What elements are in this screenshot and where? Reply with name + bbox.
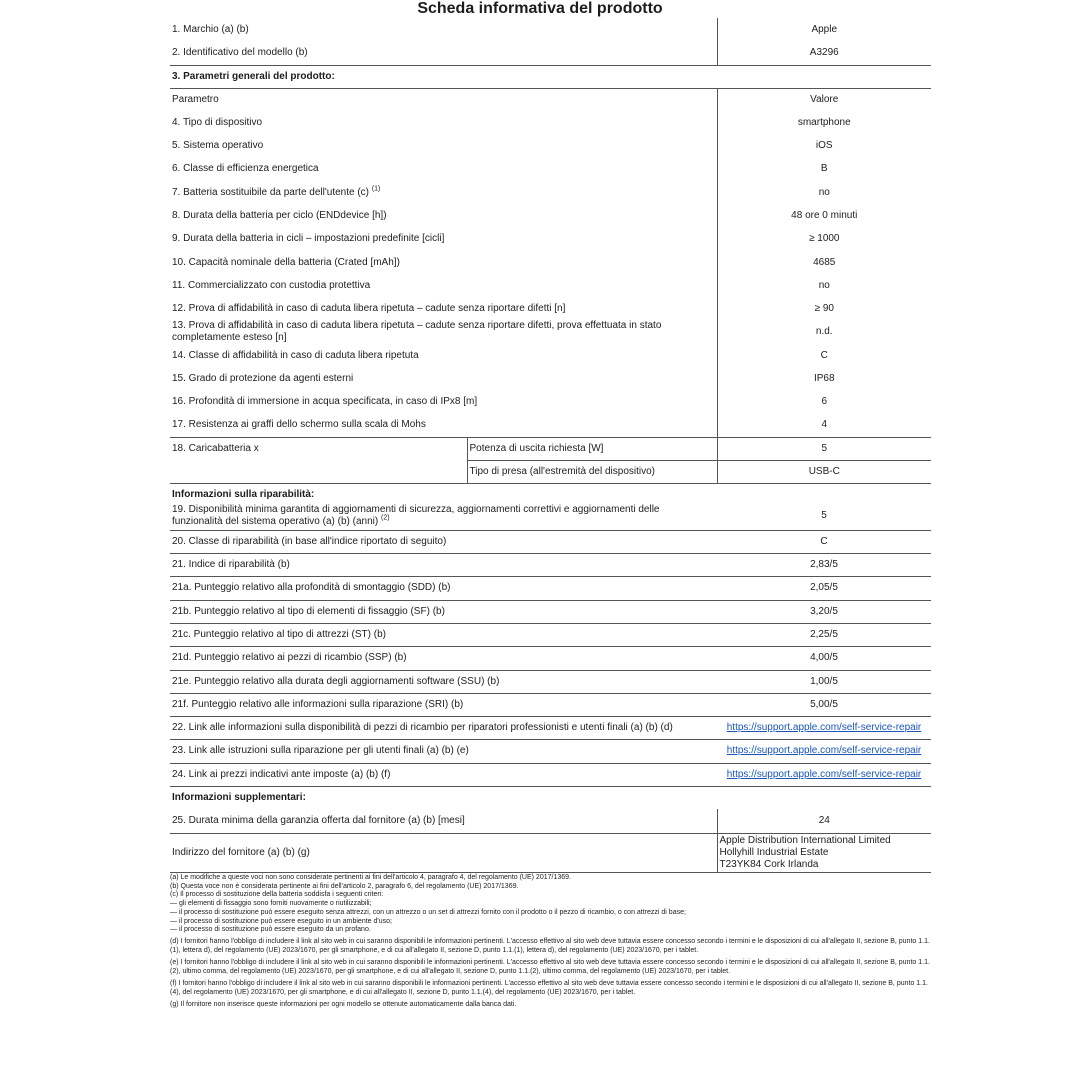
table-row (170, 274, 931, 297)
row-label: 16. Profondità di immersione in acqua specificata, in caso di IPx8 [m] (172, 395, 478, 407)
table-row (170, 576, 931, 600)
row-value (717, 716, 931, 739)
row-label: 24. Link ai prezzi indicativi ante imposte (a) (b) (f) (172, 768, 391, 780)
row-value: A3296 (717, 41, 931, 65)
row-value: B (717, 157, 931, 181)
row-value (717, 763, 931, 786)
row-value: ≥ 90 (717, 297, 931, 320)
footnote: (b) Questa voce non è considerata pertinente ai fini dell'articolo 2, paragrafo 6, del regolamento (UE) 2017/1369. (170, 882, 519, 890)
spare-parts-link[interactable]: https://support.apple.com/self-service-repair (726, 721, 922, 733)
row-label: 21. Indice di riparabilità (b) (172, 558, 290, 570)
table-row (170, 157, 931, 181)
footnote-ref: (2) (381, 514, 390, 522)
row-label: 21c. Punteggio relativo al tipo di attrezzi (ST) (b) (172, 628, 386, 640)
row-label: 21b. Punteggio relativo al tipo di elementi di fissaggio (SF) (b) (172, 605, 445, 617)
table-row (170, 503, 931, 530)
table-row (170, 623, 931, 646)
row-label: 10. Capacità nominale della batteria (Crated [mAh]) (172, 256, 400, 268)
row-label: 21e. Punteggio relativo alla durata degli aggiornamenti software (SSU) (b) (172, 675, 500, 687)
supplier-address-line: T23YK84 Cork Irlanda (719, 858, 819, 870)
section-repair-title: Informazioni sulla riparabilità: (172, 489, 315, 501)
row-label: 1. Marchio (a) (b) (172, 23, 249, 35)
table-row (170, 390, 931, 413)
row-label: 15. Grado di protezione da agenti esterni (172, 372, 354, 384)
row-value: 2,83/5 (810, 558, 838, 570)
table-row (170, 716, 931, 739)
section-header (170, 65, 931, 88)
table-row (170, 670, 931, 693)
page-title: Scheda informativa del prodotto (417, 0, 663, 17)
row-label: 23. Link alle istruzioni sulla riparazione per gli utenti finali (a) (b) (e) (172, 745, 469, 756)
table-row (170, 41, 931, 65)
table-row (170, 204, 931, 227)
supplier-label: Indirizzo del fornitore (a) (b) (g) (172, 846, 310, 858)
footnote: — il processo di sostituzione può essere eseguito senza attrezzi, con un attrezzo o un set di attrezzi fornito con il prodotto o il pezzo di ricambio, o con attrezzi di base; (170, 908, 686, 916)
row-value (717, 739, 931, 763)
table-row (170, 553, 931, 576)
row-value: 48 ore 0 minuti (717, 204, 931, 227)
table-header-row (170, 88, 931, 111)
table-row (170, 763, 931, 786)
table-row (170, 320, 931, 344)
row-label: 12. Prova di affidabilità in caso di caduta libera ripetuta – cadute senza riportare difetti [n] (172, 302, 566, 314)
row-value: 2,25/5 (810, 628, 838, 640)
table-row (170, 530, 931, 553)
row-label: 21f. Punteggio relativo alle informazioni sulla riparazione (SRI) (b) (172, 698, 464, 710)
footnote: — il processo di sostituzione può essere eseguito da un profano. (170, 926, 371, 934)
footnote: (d) I fornitori hanno l'obbligo di includere il link al sito web in cui saranno disponibili le informazioni pertinenti. L'accesso effettivo al sito web deve tuttavia essere concesso secondo i termini e le disposizioni di cui all'allegato II, sezione B, punto 1.1.(1), lettera d), del regolamento (UE) 2023/1670, per gli smartphone, e di cui all'allegato II, sezione D, punto 1.1.(1), lettera d), del regolamento (UE) 2023/1670, per i tablet. (170, 938, 930, 955)
table-row (170, 646, 931, 670)
charger-sub-value: 5 (717, 437, 931, 460)
row-label: 2. Identificativo del modello (b) (172, 46, 308, 58)
row-value: 6 (717, 390, 931, 413)
row-label: 25. Durata minima della garanzia offerta dal fornitore (a) (b) [mesi] (172, 814, 465, 826)
row-value: no (717, 274, 931, 297)
table-row (170, 344, 931, 367)
table-row (170, 111, 931, 134)
row-value: ≥ 1000 (717, 227, 931, 251)
row-label: 6. Classe di efficienza energetica (172, 163, 319, 174)
section-general-title: 3. Parametri generali del prodotto: (172, 70, 335, 82)
footnote: — il processo di sostituzione può essere eseguito in un ambiente d'uso; (170, 917, 392, 925)
row-value: 2,05/5 (810, 582, 838, 593)
row-value: 4 (717, 413, 931, 437)
row-label-text: 19. Disponibilità minima garantita di aggiornamenti di sicurezza, aggiornamenti correttivi e aggiornamenti delle funzionalità del sistema operativo (a) (b) (anni) (172, 504, 660, 528)
row-label: 4. Tipo di dispositivo (172, 116, 263, 128)
row-label: 20. Classe di riparabilità (in base all'indice riportato di seguito) (172, 535, 447, 547)
row-value: IP68 (717, 367, 931, 390)
footnote: — gli elementi di fissaggio sono forniti nuovamente o riutilizzabili; (170, 900, 372, 908)
footnote: (g) Il fornitore non inserisce queste informazioni per ogni modello se ottenute automaticamente dalla banca dati. (170, 1001, 517, 1009)
charger-label: 18. Caricabatteria x (170, 437, 467, 483)
footnote: (a) Le modifiche a queste voci non sono considerate pertinenti ai fini dell'articolo 4, paragrafo 4, del regolamento (UE) 2017/1369. (170, 874, 571, 881)
table-row (170, 809, 931, 833)
row-label: 11. Commercializzato con custodia protettiva (172, 279, 371, 291)
row-value: C (717, 344, 931, 367)
row-label (170, 503, 717, 530)
row-label-text: 7. Batteria sostituibile da parte dell'utente (c) (172, 186, 370, 198)
table-row (170, 134, 931, 157)
row-value: 3,20/5 (810, 605, 838, 617)
row-label: 13. Prova di affidabilità in caso di caduta libera ripetuta – cadute senza riportare difetti, prova effettuata in stato completamente esteso [n] (172, 320, 662, 343)
supplier-address (717, 833, 931, 872)
row-value: 1,00/5 (810, 675, 838, 687)
indicative-prices-link[interactable]: https://support.apple.com/self-service-repair (726, 768, 922, 780)
charger-sub-label: Tipo di presa (all'estremità del dispositivo) (467, 460, 717, 483)
row-value: n.d. (717, 320, 931, 344)
repair-instructions-link[interactable]: https://support.apple.com/self-service-repair (726, 745, 922, 756)
row-label: 5. Sistema operativo (172, 139, 264, 151)
product-info-table (170, 18, 931, 873)
supplier-address-line: Hollyhill Industrial Estate (719, 846, 829, 858)
row-value: Apple (717, 18, 931, 41)
row-label: 9. Durata della batteria in cicli – impostazioni predefinite [cicli] (172, 233, 445, 244)
param-header-value: Valore (717, 88, 931, 111)
table-row (170, 600, 931, 623)
section-extra-title: Informazioni supplementari: (172, 791, 306, 803)
supplier-row (170, 833, 931, 872)
row-value: 4,00/5 (810, 652, 838, 663)
table-row (170, 739, 931, 763)
row-value: iOS (717, 134, 931, 157)
table-row (170, 367, 931, 390)
row-value: 5 (821, 510, 827, 522)
section-header (170, 483, 931, 503)
product-info-sheet (170, 18, 931, 873)
supplier-address-line: Apple Distribution International Limited (719, 834, 891, 846)
section-header (170, 786, 931, 809)
table-row (170, 227, 931, 251)
row-value: 4685 (717, 251, 931, 274)
charger-sub-value: USB-C (717, 460, 931, 483)
table-row (170, 413, 931, 437)
table-row (170, 18, 931, 41)
row-value: no (717, 181, 931, 204)
table-row (170, 693, 931, 716)
row-label (170, 181, 717, 204)
table-row (170, 297, 931, 320)
row-value: smartphone (717, 111, 931, 134)
footnote: (e) I fornitori hanno l'obbligo di includere il link al sito web in cui saranno disponibili le informazioni pertinenti. L'accesso effettivo al sito web deve tuttavia essere concesso secondo i termini e le disposizioni di cui all'allegato II, sezione B, punto 1.1.(2), ultimo comma, del regolamento (UE) 2023/1670, per gli smartphone, e di cui all'allegato II, sezione D, punto 1.1.(2), ultimo comma, del regolamento (UE) 2023/1670, per i tablet. (170, 959, 930, 976)
table-row (170, 181, 931, 204)
footnotes (170, 874, 931, 1010)
table-row (170, 251, 931, 274)
row-label: 14. Classe di affidabilità in caso di caduta libera ripetuta (172, 349, 419, 361)
row-label: 21a. Punteggio relativo alla profondità di smontaggio (SDD) (b) (172, 582, 451, 593)
param-header-label: Parametro (172, 93, 219, 105)
row-value: C (820, 535, 828, 547)
charger-row (170, 437, 931, 460)
row-label: 8. Durata della batteria per ciclo (ENDdevice [h]) (172, 209, 387, 221)
footnote: (f) I fornitori hanno l'obbligo di includere il link al sito web in cui saranno disponibili le informazioni pertinenti. L'accesso effettivo al sito web deve tuttavia essere concesso secondo i termini e le disposizioni di cui all'allegato II, sezione B, punto 1.1.(4), del regolamento (UE) 2023/1670, per gli smartphone, e di cui all'allegato II, sezione D, punto 1.1.(4), del regolamento (UE) 2023/1670, per i tablet. (170, 980, 928, 996)
row-label: 22. Link alle informazioni sulla disponibilità di pezzi di ricambio per riparatori professionisti e utenti finali (a) (b) (d) (172, 721, 673, 733)
charger-sub-label: Potenza di uscita richiesta [W] (467, 437, 717, 460)
row-label: 17. Resistenza ai graffi dello schermo sulla scala di Mohs (172, 418, 426, 430)
row-value: 24 (717, 809, 931, 833)
row-value: 5,00/5 (810, 698, 838, 710)
footnote: (c) Il processo di sostituzione della batteria soddisfa i seguenti criteri: (170, 891, 384, 899)
row-label: 21d. Punteggio relativo ai pezzi di ricambio (SSP) (b) (172, 652, 407, 663)
footnote-ref: (1) (371, 185, 381, 193)
